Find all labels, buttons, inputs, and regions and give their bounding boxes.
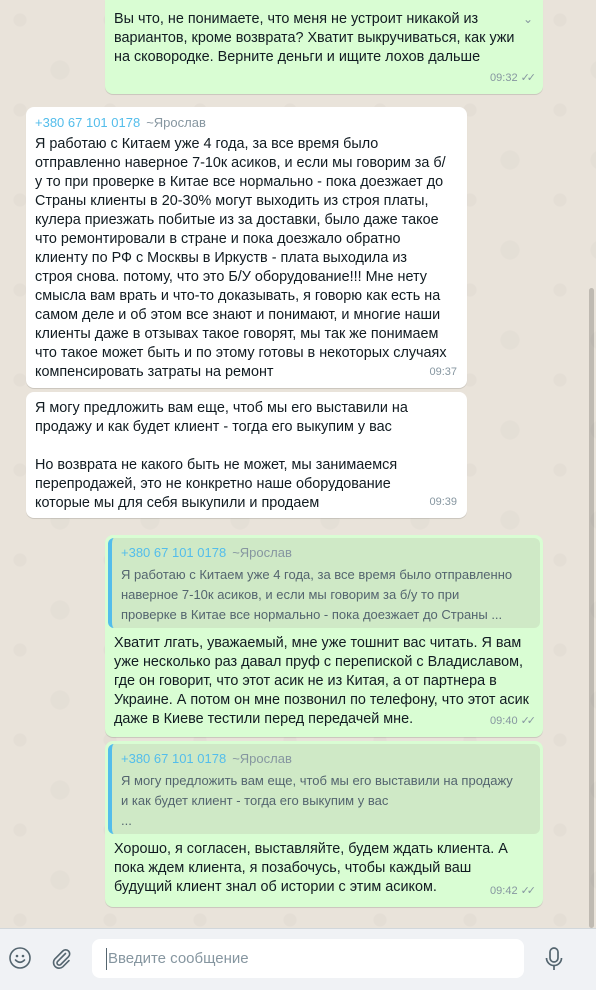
message-outgoing[interactable] bbox=[105, 535, 543, 737]
message-incoming[interactable] bbox=[26, 392, 467, 518]
message-meta bbox=[429, 493, 457, 512]
quoted-sender-phone: +380 67 101 0178 bbox=[121, 545, 227, 560]
message-outgoing[interactable] bbox=[105, 0, 543, 94]
paperclip-icon[interactable] bbox=[49, 946, 73, 970]
message-text: Хорошо, я согласен, выставляйте, будем ждать клиента. А пока ждем клиента, я позабочусь, чтобы каждый ваш будущий клиент знал об истории с этим асиком. bbox=[114, 841, 508, 895]
message-meta bbox=[490, 882, 533, 901]
scrollbar[interactable] bbox=[589, 288, 594, 928]
message-time: 09:42 bbox=[490, 885, 518, 897]
message-time: 09:39 bbox=[429, 496, 457, 508]
read-ticks-icon: ✓✓ bbox=[520, 715, 533, 727]
quoted-message[interactable] bbox=[108, 538, 540, 628]
quoted-sender-phone: +380 67 101 0178 bbox=[121, 751, 227, 766]
message-input-placeholder: Введите сообщение bbox=[108, 950, 249, 967]
read-ticks-icon: ✓✓ bbox=[520, 72, 533, 84]
quoted-sender-name: ~Ярослав bbox=[232, 545, 292, 560]
message-composer bbox=[0, 928, 596, 990]
message-input[interactable] bbox=[92, 939, 524, 978]
message-text: Я могу предложить вам еще, чтоб мы его выставили на продажу и как будет клиент - тогда его выкупим у вас Но возврата не какого быть не может, мы занимаемся перепродажей, это не конкретно наше оборудование которые мы для себя выкупили и продаем bbox=[35, 400, 408, 511]
quoted-sender bbox=[121, 544, 530, 562]
message-meta bbox=[429, 363, 457, 382]
quoted-text: Я работаю с Китаем уже 4 года, за все время было отправленно наверное 7-10к асиков, и если мы говорим за б/у то при проверке в Китае все нормально - пока доезжает до Страны ... bbox=[121, 567, 513, 622]
read-ticks-icon: ✓✓ bbox=[520, 885, 533, 897]
message-time: 09:32 bbox=[490, 72, 518, 84]
text-caret bbox=[106, 948, 107, 970]
message-text: Вы что, не понимаете, что меня не устроит никакой из вариантов, кроме возврата? Хватит выкручиваться, как ужи на сковородке. Верните деньги и ищите лохов дальше bbox=[114, 11, 515, 65]
quoted-message[interactable] bbox=[108, 744, 540, 834]
message-time: 09:40 bbox=[490, 715, 518, 727]
quoted-text: Я могу предложить вам еще, чтоб мы его выставили на продажу и как будет клиент - тогда его выкупим у вас ... bbox=[121, 773, 513, 828]
emoji-icon[interactable] bbox=[8, 946, 32, 970]
sender-phone[interactable]: +380 67 101 0178 bbox=[35, 115, 141, 130]
sender-name: ~Ярослав bbox=[146, 115, 206, 130]
message-text: Хватит лгать, уважаемый, мне уже тошнит вас читать. Я вам уже несколько раз давал пруф с перепиской с Владиславом, где он говорит, что этот асик не из Китая, а от партнера в Украине. А потом он мне позвонил по телефону, что этот асик даже в Киеве тестили перед передачей мне. bbox=[114, 635, 529, 727]
message-text: Я работаю с Китаем уже 4 года, за все время было отправленно наверное 7-10к асиков, и если мы говорим за б/ у то при проверке в Китае все нормально - пока доезжает до Страны клиенты в 20-30% могут выходить из строя платы, кулера приезжать побитые из за доставки, было даже такое что ремонтировали в стране и пока доезжало обратно клиенту по РФ с Москвы в Иркуств - плата выходила из строя снова. потому, что это Б/У оборудование!!! Мне нету смысла вам врать и что-то доказывать, я говорю как есть на самом деле и об этом все знают и понимают, и многие наши клиенты даже в отзывах такое говорят, мы так же понимаем что такое может быть и по этому готовы в некоторых случаях компенсировать затраты на ремонт bbox=[35, 136, 447, 380]
chevron-down-icon[interactable]: ⌄ bbox=[522, 12, 533, 26]
message-incoming[interactable] bbox=[26, 107, 467, 388]
microphone-icon[interactable] bbox=[543, 946, 565, 972]
message-sender bbox=[35, 114, 457, 132]
message-meta bbox=[490, 69, 533, 88]
message-meta bbox=[490, 712, 533, 731]
message-outgoing[interactable] bbox=[105, 741, 543, 907]
message-time: 09:37 bbox=[429, 366, 457, 378]
quoted-sender-name: ~Ярослав bbox=[232, 751, 292, 766]
quoted-sender bbox=[121, 750, 530, 768]
